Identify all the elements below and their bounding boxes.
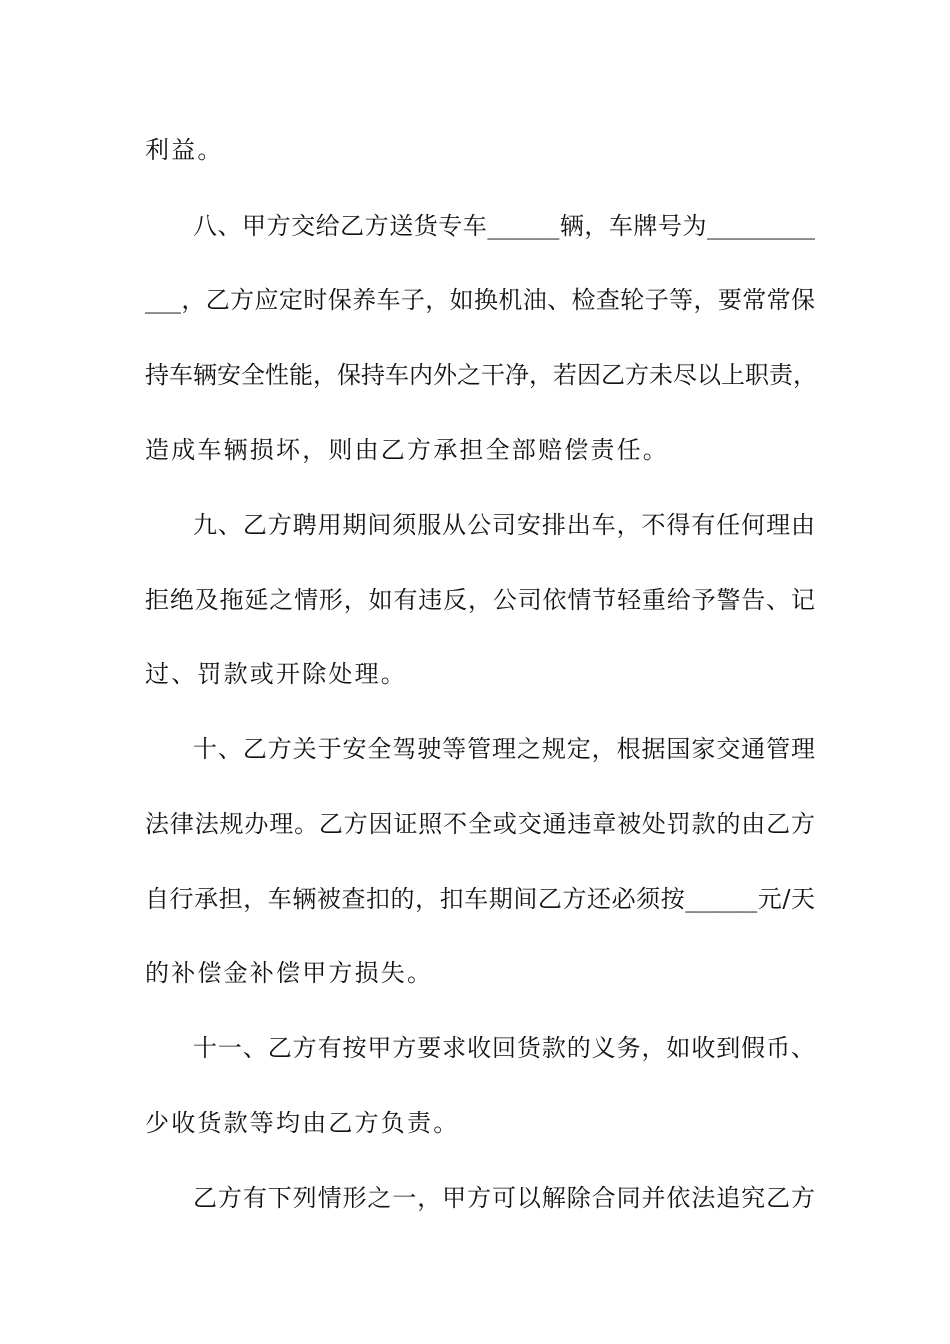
text-line-12: 的补偿金补偿甲方损失。 [145,959,434,987]
text-line-8: 过、罚款或开除处理。 [145,660,407,688]
text-line-5: 造成车辆损坏，则由乙方承担全部赔偿责任。 [145,436,669,464]
text-line-10: 法律法规办理。乙方因证照不全或交通违章被处罚款的由乙方 [145,810,815,838]
text-line-15: 乙方有下列情形之一，甲方可以解除合同并依法追究乙方 [193,1184,815,1212]
text-line-14: 少收货款等均由乙方负责。 [145,1109,460,1137]
text-line-4: 持车辆安全性能，保持车内外之干净，若因乙方未尽以上职责， [145,361,817,389]
text-line-1: 利益。 [145,136,224,164]
text-line-7: 拒绝及拖延之情形，如有违反，公司依情节轻重给予警告、记 [145,586,815,614]
text-line-6: 九、乙方聘用期间须服从公司安排出车，不得有任何理由 [193,511,815,539]
text-line-3: ___，乙方应定时保养车子，如换机油、检查轮子等，要常常保 [145,286,815,314]
text-line-9: 十、乙方关于安全驾驶等管理之规定，根据国家交通管理 [193,735,815,763]
text-line-13: 十一、乙方有按甲方要求收回货款的义务，如收到假币、 [193,1034,815,1062]
text-line-2: 八、甲方交给乙方送货专车______辆，车牌号为_________ [193,212,815,240]
text-line-11: 自行承担，车辆被查扣的，扣车期间乙方还必须按______元/天 [145,885,815,913]
